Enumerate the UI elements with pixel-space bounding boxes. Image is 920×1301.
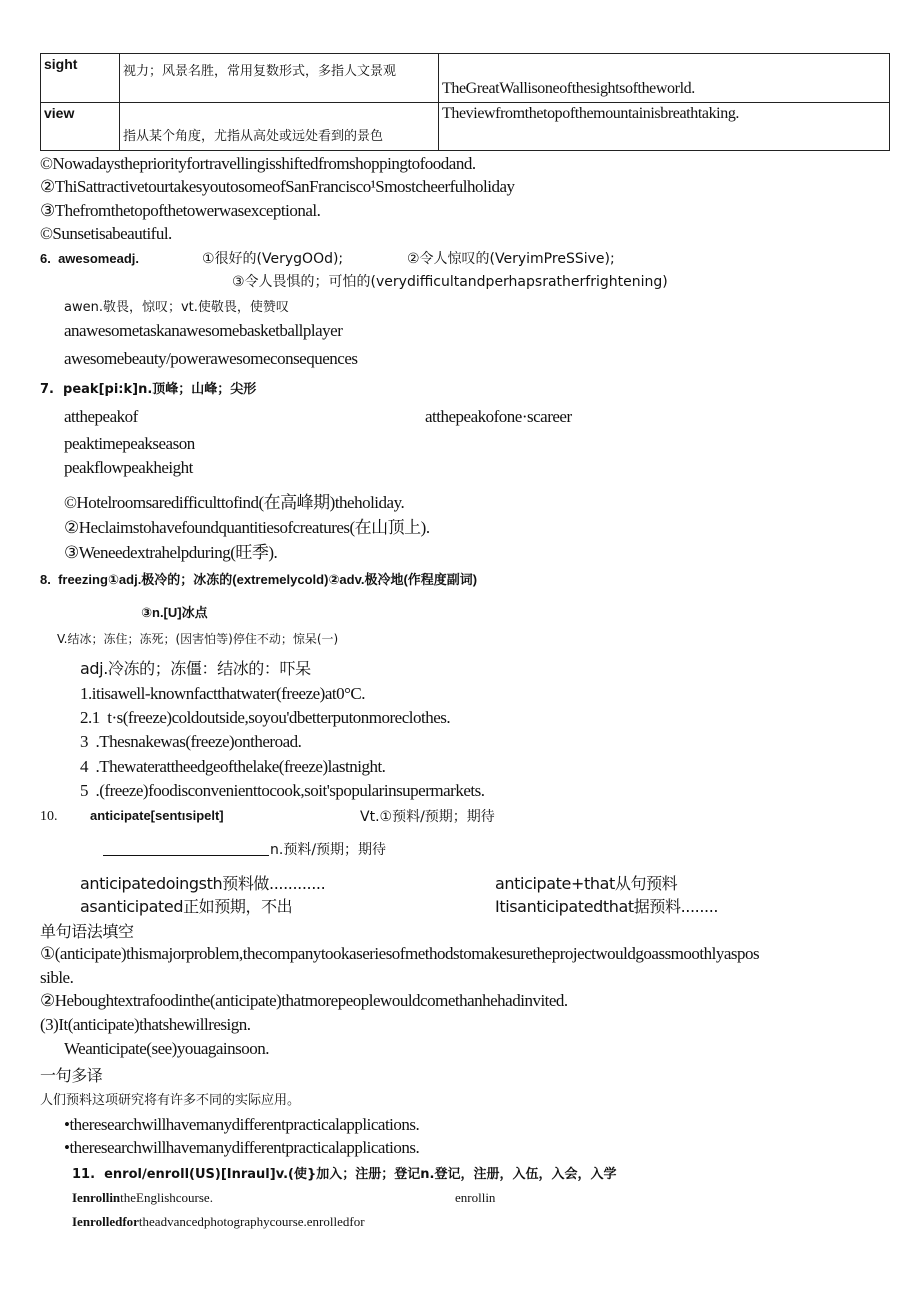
table-cell-word: sight — [41, 54, 120, 103]
entry-heading: 7. peak[pi:k]n.顶峰；山峰；尖形 — [40, 382, 257, 397]
example-line — [72, 1190, 213, 1206]
exercise-line: ①(anticipate)thismajorproblem,thecompanytookaseriesofmethodstomakesuretheprojectwouldgoassmoothlyaspos — [40, 944, 760, 963]
exercise-line: ②ThiSattractivetourtakesyoutosomeofSanFrancisco¹Smostcheerfulholiday — [40, 177, 515, 196]
exercise-line: ©Nowadaysthepriorityfortravellingisshiftedfromshoppingtofoodand. — [40, 154, 476, 173]
table-row — [41, 103, 890, 151]
example-text: TheGreatWallisoneofthesightsoftheworld. — [442, 80, 695, 97]
blank-line — [103, 855, 269, 856]
phrase-line: peakflowpeakheight — [64, 458, 193, 477]
entry-heading: anticipate[sentısipelt] — [90, 808, 224, 823]
exercise-line: sible. — [40, 968, 74, 987]
exercise-line: Weanticipate(see)youagainsoon. — [64, 1039, 270, 1058]
phrase-line: anticipatedoingsth预料做............ — [80, 874, 326, 893]
exercise-line: ©Hotelroomsaredifficulttofind(在高峰期)theholiday. — [64, 493, 405, 512]
table-cell-example: Theviewfromthetopofthemountainisbreathtaking. — [439, 103, 890, 151]
exercise-line: 2.1 t·s(freeze)coldoutside,soyou'dbetterputonmoreclothes. — [80, 708, 451, 727]
exercise-line: ②Heboughtextrafoodinthe(anticipate)thatmorepeoplewouldcomethanhehadinvited. — [40, 991, 568, 1010]
section-title: 单句语法填空 — [40, 922, 134, 941]
entry-heading: 11. enrol∕enroll(US)[Inraul]v.(使}加入；注册；登记n.登记，注册，入伍，入会，入学 — [72, 1167, 617, 1182]
entry-heading: 6. awesomeadj. — [40, 251, 139, 266]
example-bold: Ienrolledfor — [72, 1214, 139, 1229]
phrase-line: asanticipated正如预期，不出 — [80, 897, 293, 916]
table-cell-word: view — [41, 103, 120, 151]
phrase-line: awesomebeauty/powerawesomeconsequences — [64, 349, 358, 368]
exercise-line: ②Heclaimstohavefoundquantitiesofcreatures(在山顶上). — [64, 518, 430, 537]
sense-line: Vt.①预料/预期；期待 — [360, 809, 495, 825]
exercise-line: 3 .Thesnakewas(freeze)ontheroad. — [80, 732, 302, 751]
table-row — [41, 54, 890, 103]
phrase-line: anawesometaskanawesomebasketballplayer — [64, 321, 343, 340]
example-line: enrollin — [455, 1190, 496, 1205]
translation-line: •theresearchwillhavemanydifferentpracticalapplications. — [64, 1138, 420, 1157]
table-cell-meaning — [120, 103, 439, 151]
exercise-line: 1.itisawell-knownfactthatwater(freeze)at0°C. — [80, 684, 365, 703]
meaning-text: 指从某个角度，尤指从高处或远处看到的景色 — [123, 129, 384, 144]
adj-line: adj.冷冻的；冻僵：结冰的：吓呆 — [80, 659, 311, 678]
example-rest: theadvancedphotographycourse.enrolledfor — [138, 1214, 365, 1229]
noun-line: n.预料/预期；期待 — [270, 842, 387, 858]
exercise-line: (3)It(anticipate)thatshewillresign. — [40, 1015, 251, 1034]
sense-line: ③n.[U]冰点 — [141, 605, 208, 620]
exercise-line: ©Sunsetisabeautiful. — [40, 224, 172, 243]
translation-line: •theresearchwillhavemanydifferentpracticalapplications. — [64, 1115, 420, 1134]
phrase-line: anticipate+that从句预料 — [495, 874, 678, 893]
vocab-table — [40, 53, 890, 151]
sense-line: ①很好的(VerygOOd); — [202, 251, 344, 267]
example-line — [72, 1214, 365, 1230]
entry-number: 10. — [40, 809, 58, 824]
phrase-line: peaktimepeakseason — [64, 434, 195, 453]
translation-prompt: 人们预料这项研究将有许多不同的实际应用。 — [40, 1093, 301, 1108]
verb-line: V.结冰；冻住；冻死；(因害怕等)停住不动；惊呆(一) — [57, 632, 339, 646]
exercise-line: ③Weneedextrahelpduring(旺季). — [64, 543, 278, 562]
exercise-line: 5 .(freeze)foodisconvenienttocook,soit'spopularinsupermarkets. — [80, 781, 485, 800]
phrase-line: atthepeakofone·scareer — [425, 407, 572, 426]
phrase-line: atthepeakof — [64, 407, 138, 426]
sense-line: ②令人惊叹的(VeryimPreSSive); — [407, 251, 615, 267]
example-bold: Ienrollin — [72, 1190, 121, 1205]
exercise-line: ③Thefromthetopofthetowerwasexceptional. — [40, 201, 321, 220]
noun-line: awen.敬畏，惊叹；vt.使敬畏，使赞叹 — [64, 300, 289, 315]
table-cell-meaning: 视力；风景名胜，常用复数形式，多指人文景观 — [120, 54, 439, 103]
entry-heading: 8. freezing①adj.极冷的；冰冻的(extremelycold)②adv.极冷地(作程度副词) — [40, 572, 478, 587]
sense-line: ③令人畏惧的；可怕的(verydifficultandperhapsratherfrightening) — [232, 274, 668, 290]
exercise-line: 4 .Thewaterattheedgeofthelake(freeze)lastnight. — [80, 757, 386, 776]
example-rest: theEnglishcourse. — [120, 1190, 213, 1205]
phrase-line: Itisanticipatedthat据预料........ — [495, 897, 719, 916]
table-cell-example — [439, 54, 890, 103]
section-title: 一句多译 — [40, 1066, 103, 1085]
